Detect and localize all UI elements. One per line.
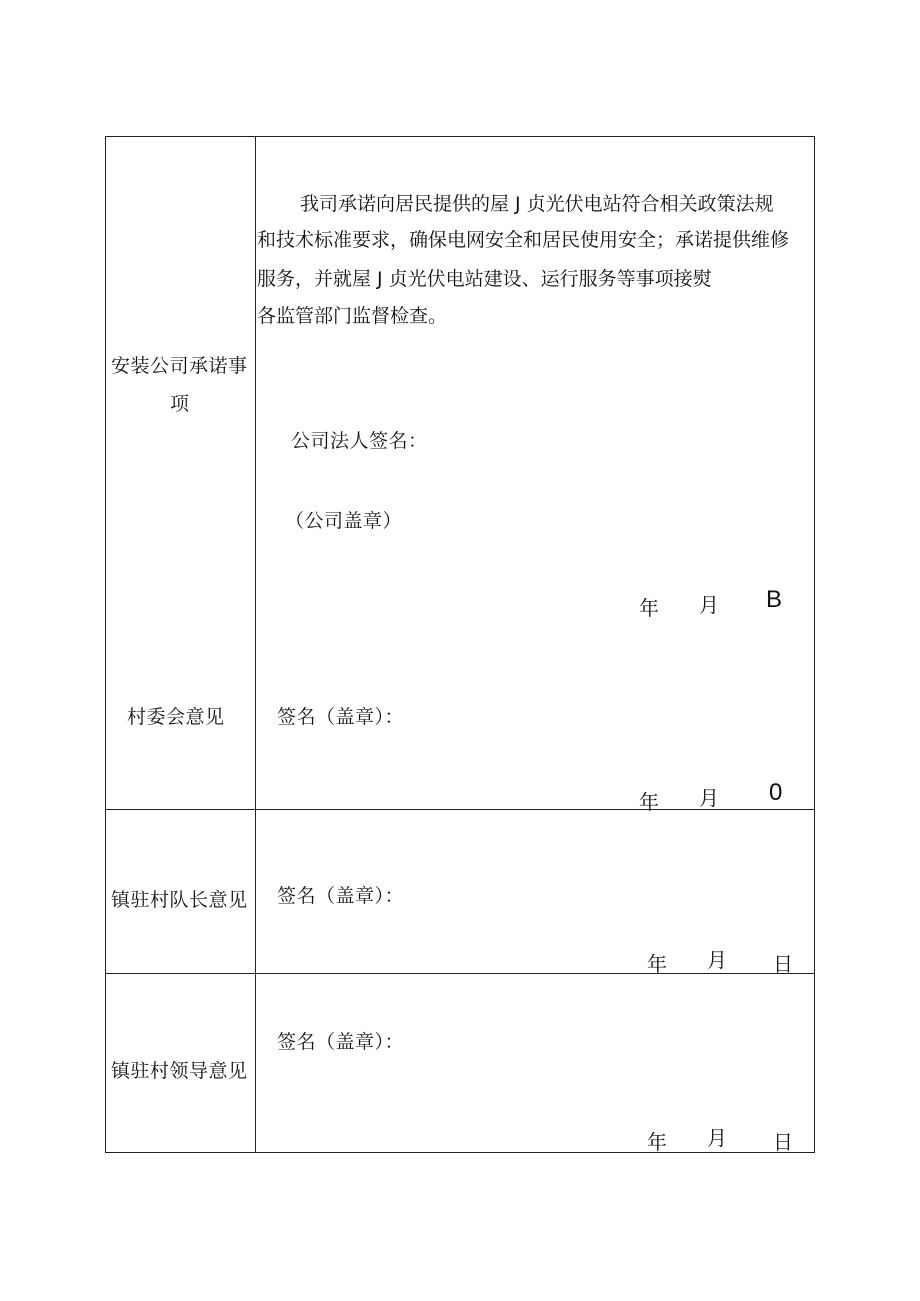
commitment-text-line4: 各监管部门监督检查。 [257,305,448,327]
team-leader-date-month: 月 [707,948,727,972]
commitment-text-line3: 服务，并就屋 J 贞光伏电站建设、运行服务等事项接熨 [257,268,712,290]
village-committee-signature-label: 签名（盖章）： [277,706,405,728]
company-seal-label: （公司盖章） [285,510,403,532]
commitment-text-line2: 和技术标准要求，确保电网安全和居民使用安全；承诺提供维修 [257,229,790,251]
leader-label: 镇驻村领导意见 [111,1060,248,1082]
team-leader-signature-label: 签名（盖章）： [277,885,405,907]
table-left-border [105,136,106,1153]
leader-date-month: 月 [707,1126,727,1150]
company-legal-signature-label: 公司法人签名： [291,430,428,452]
team-leader-date-day: 日 [773,952,793,976]
column-divider [255,136,256,1153]
village-committee-date-day: 0 [769,779,783,806]
leader-signature-label: 签名（盖章）： [277,1031,405,1053]
village-committee-date-year: 年 [639,790,659,814]
leader-date-day: 日 [773,1130,793,1154]
commitment-label-line1: 安装公司承诺事 [111,355,248,377]
row-divider-2 [105,973,815,974]
commitment-label-line2: 项 [170,393,190,415]
commitment-date-day: B [766,586,783,613]
approval-form-table [105,136,815,1153]
village-committee-label: 村委会意见 [127,706,225,728]
team-leader-date-year: 年 [647,952,667,976]
table-top-border [105,136,815,137]
village-committee-date-month: 月 [699,786,719,810]
leader-date-year: 年 [647,1130,667,1154]
commitment-text-line1: 我司承诺向居民提供的屋 J 贞光伏电站符合相关政策法规 [300,193,774,215]
table-right-border [814,136,815,1153]
team-leader-label: 镇驻村队长意见 [111,889,248,911]
table-bottom-border [105,1152,815,1153]
commitment-date-year: 年 [639,596,659,620]
commitment-date-month: 月 [699,593,719,617]
